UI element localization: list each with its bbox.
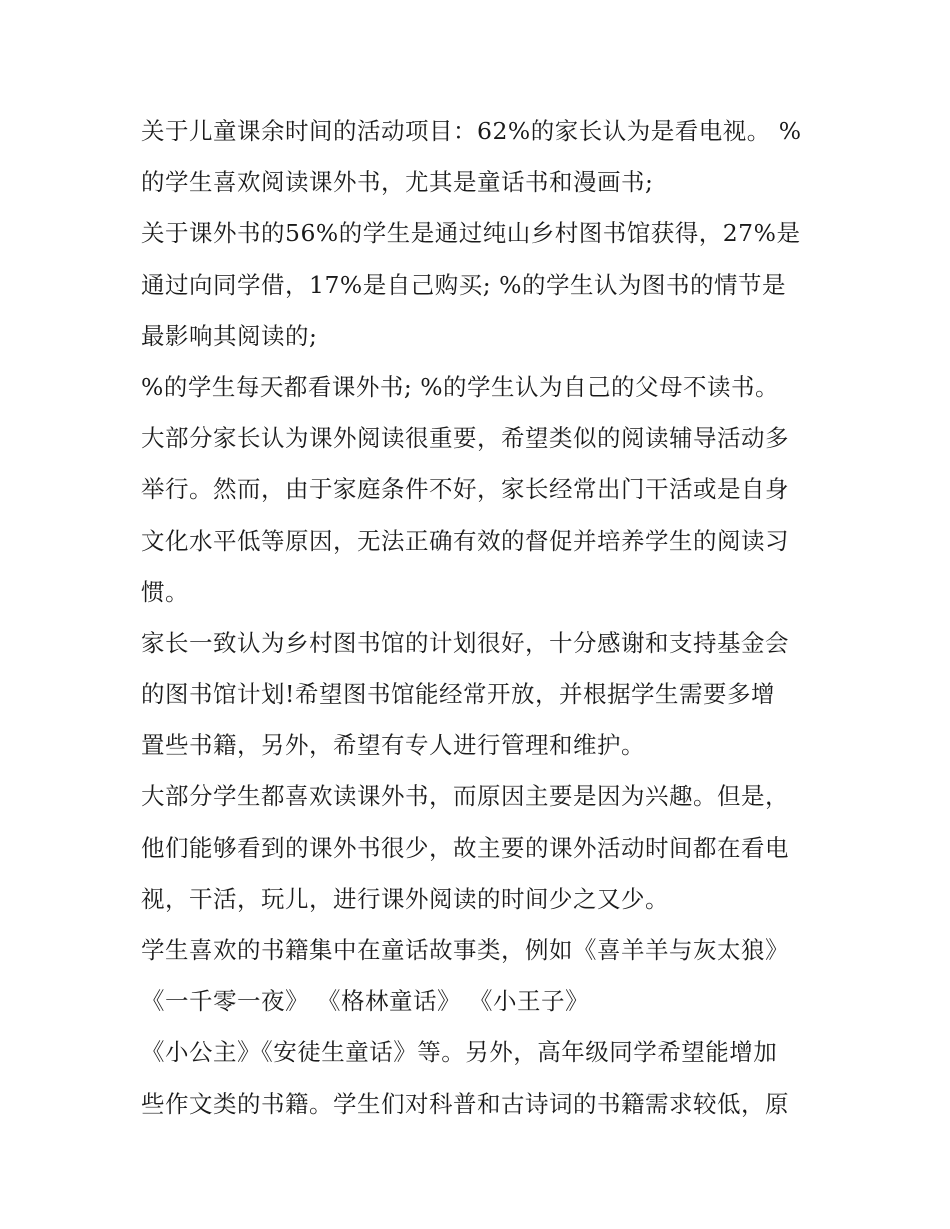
- text-line: 大部分学生都喜欢读课外书，而原因主要是因为兴趣。但是，: [141, 782, 789, 811]
- text-line: 通过向同学借，17%是自己购买; %的学生认为图书的情节是: [141, 270, 786, 299]
- text-line: 关于课外书的56%的学生是通过纯山乡村图书馆获得，27%是: [141, 219, 801, 248]
- text-line: 学生喜欢的书籍集中在童话故事类，例如《喜羊羊与灰太狼》: [141, 936, 789, 964]
- text-line: 他们能够看到的课外书很少，故主要的课外活动时间都在看电: [141, 833, 789, 862]
- text-line: 的学生喜欢阅读课外书，尤其是童话书和漫画书;: [141, 168, 654, 197]
- text-line: 《一千零一夜》 《格林童话》 《小王子》: [141, 987, 589, 1016]
- text-line: 些作文类的书籍。学生们对科普和古诗词的书籍需求较低，原: [141, 1089, 789, 1118]
- text-line: 视，干活，玩儿，进行课外阅读的时间少之又少。: [141, 884, 669, 913]
- text-line: 的图书馆计划!希望图书馆能经常开放，并根据学生需要多增: [141, 680, 775, 709]
- text-line: 置些书籍，另外，希望有专人进行管理和维护。: [141, 731, 645, 760]
- text-line: 文化水平低等原因，无法正确有效的督促并培养学生的阅读习: [141, 526, 789, 555]
- text-line: 家长一致认为乡村图书馆的计划很好，十分感谢和支持基金会: [141, 628, 789, 657]
- text-line: 关于儿童课余时间的活动项目：62%的家长认为是看电视。 %: [141, 117, 802, 145]
- text-line: 大部分家长认为课外阅读很重要，希望类似的阅读辅导活动多: [141, 424, 789, 453]
- text-line: 惯。: [141, 577, 189, 606]
- text-line: 举行。然而，由于家庭条件不好，家长经常出门干活或是自身: [141, 475, 789, 504]
- body-text: [141, 106, 821, 1130]
- text-line: 《小公主》《安徒生童话》等。另外，高年级同学希望能增加: [141, 1038, 778, 1067]
- text-line: 最影响其阅读的;: [141, 321, 318, 350]
- text-line: %的学生每天都看课外书; %的学生认为自己的父母不读书。: [141, 372, 780, 401]
